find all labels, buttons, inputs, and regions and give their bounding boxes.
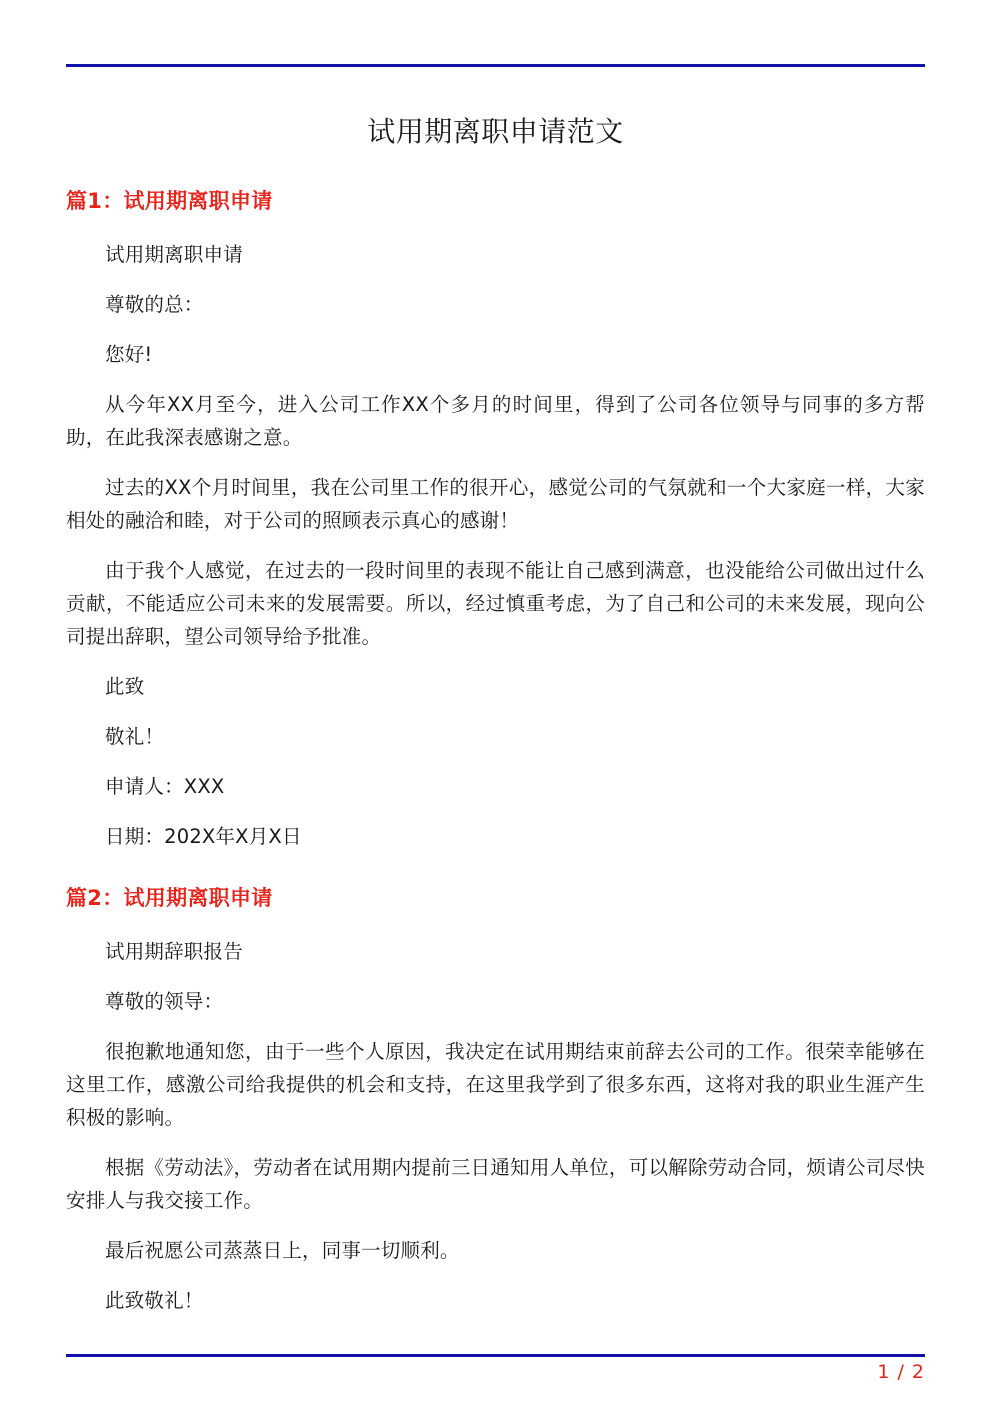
- paragraph-1-10: 日期：202X年X月X日: [105, 825, 302, 848]
- paragraph-2-1: 试用期辞职报告: [105, 940, 243, 963]
- section-heading-2: 篇2：试用期离职申请: [66, 886, 273, 910]
- section-heading-1: 篇1：试用期离职申请: [66, 189, 273, 213]
- page-title: 试用期离职申请范文: [367, 115, 624, 148]
- paragraph-1-2: 尊敬的总：: [105, 293, 204, 316]
- footer-rule: [66, 1354, 925, 1357]
- paragraph-1-1: 试用期离职申请: [105, 243, 243, 266]
- paragraph-2-6: 此致敬礼！: [105, 1289, 204, 1312]
- paragraph-1-4: 从今年XX月至今，进入公司工作XX个多月的时间里，得到了公司各位领导与同事的多方帮助，在此我深表感谢之意。: [66, 393, 925, 449]
- paragraph-1-8: 敬礼！: [105, 725, 165, 748]
- header-rule: [66, 64, 925, 67]
- paragraph-1-3: 您好!: [105, 343, 153, 366]
- paragraph-1-7: 此致: [105, 675, 145, 698]
- paragraph-2-4: 根据《劳动法》，劳动者在试用期内提前三日通知用人单位，可以解除劳动合同，烦请公司尽快安排人与我交接工作。: [66, 1156, 925, 1212]
- paragraph-1-6: 由于我个人感觉，在过去的一段时间里的表现不能让自己感到满意，也没能给公司做出过什么贡献，不能适应公司未来的发展需要。所以，经过慎重考虑，为了自己和公司的未来发展，现向公司提出辞职，望公司领导给予批准。: [66, 559, 925, 648]
- paragraph-1-5: 过去的XX个月时间里，我在公司里工作的很开心，感觉公司的气氛就和一个大家庭一样，大家相处的融洽和睦，对于公司的照顾表示真心的感谢！: [66, 476, 925, 532]
- document-content: [66, 112, 925, 1334]
- paragraph-1-9: 申请人：XXX: [105, 775, 225, 798]
- paragraph-2-2: 尊敬的领导：: [105, 990, 224, 1013]
- page-number: 1 / 2: [877, 1361, 925, 1383]
- paragraph-2-5: 最后祝愿公司蒸蒸日上，同事一切顺利。: [105, 1239, 460, 1262]
- paragraph-2-3: 很抱歉地通知您，由于一些个人原因，我决定在试用期结束前辞去公司的工作。很荣幸能够在这里工作，感激公司给我提供的机会和支持，在这里我学到了很多东西，这将对我的职业生涯产生积极的影响。: [66, 1040, 925, 1129]
